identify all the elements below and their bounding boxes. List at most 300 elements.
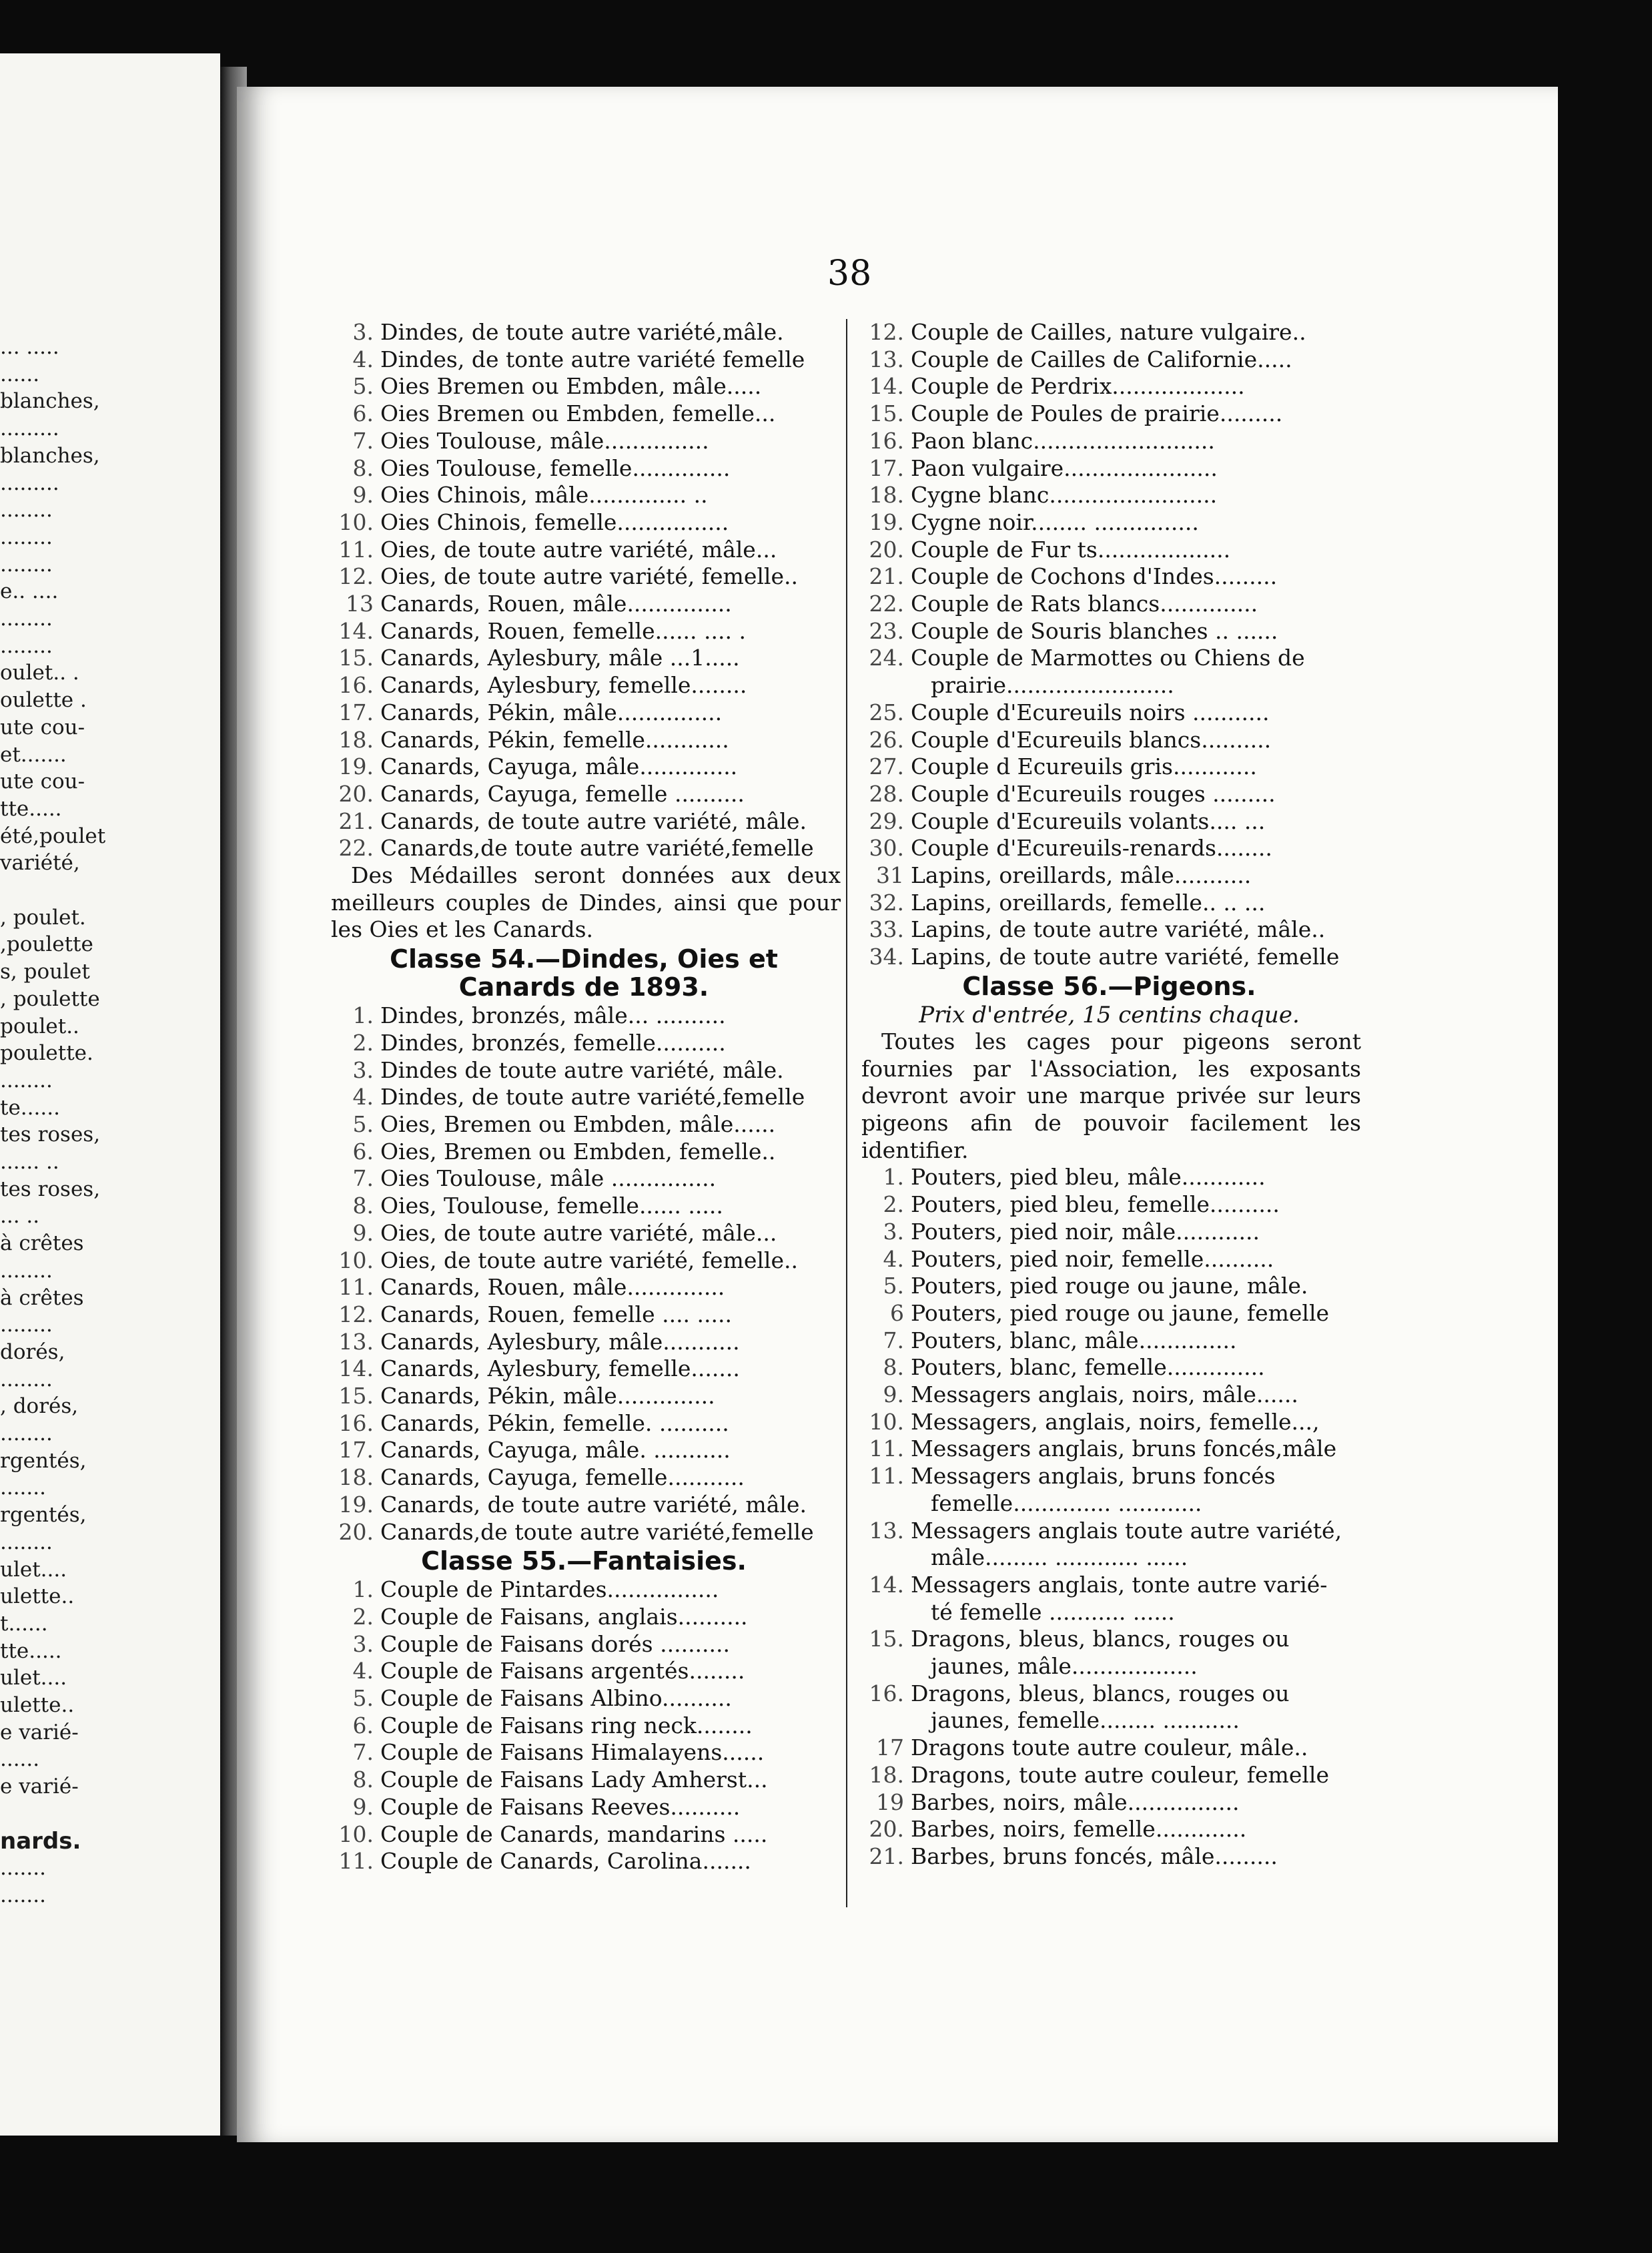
item-text: té femelle ........... ...... <box>931 1598 1175 1625</box>
item-text: jaunes, mâle.................. <box>931 1653 1198 1680</box>
list-item <box>327 1712 841 1740</box>
list-item <box>857 1409 1361 1436</box>
left-page-text-fragment: tte..... <box>0 1638 62 1663</box>
item-text: Couple d'Ecureuils-renards........ <box>911 835 1272 862</box>
item-text: Couple de Souris blanches .. ...... <box>911 617 1278 644</box>
list-item <box>857 400 1361 428</box>
list-item <box>857 1843 1361 1871</box>
list-item <box>327 1766 841 1794</box>
item-text: Couple de Pintardes................ <box>380 1576 719 1603</box>
classe-56-note: Toutes les cages pour pigeons seront fournies par l'Association, les exposants devront avoir une marque privée sur leurs pigeons afin de pouvoir facilement les identifier. <box>861 1028 1361 1163</box>
item-number: 15. <box>338 645 374 671</box>
item-number: 7. <box>883 1327 904 1353</box>
item-number: 2. <box>352 1603 374 1630</box>
list-item <box>327 1383 841 1410</box>
item-number: 23. <box>869 617 904 644</box>
item-text: Oies Toulouse, mâle............... <box>380 427 709 454</box>
item-number: 18. <box>869 482 904 509</box>
item-text: Pouters, blanc, mâle.............. <box>911 1327 1237 1353</box>
item-text: Couple de Marmottes ou Chiens de <box>911 645 1305 671</box>
item-text: Couple d'Ecureuils rouges ......... <box>911 780 1276 807</box>
item-text: Couple de Cailles de Californie..... <box>911 346 1292 372</box>
left-page-text-fragment: ... .. <box>0 1204 40 1229</box>
item-text: Pouters, pied noir, mâle............ <box>911 1218 1260 1245</box>
left-page-text-fragment: ........ <box>0 525 53 549</box>
item-number: 12. <box>338 563 374 590</box>
item-text: Canards, de toute autre variété, mâle. <box>380 808 807 834</box>
item-text: Couple de Faisans Albino.......... <box>380 1685 732 1712</box>
item-text: Couple de Faisans dorés .......... <box>380 1630 731 1657</box>
left-page-text-fragment: ...... <box>0 1747 40 1772</box>
item-number: 18. <box>338 1464 374 1491</box>
item-number: 20. <box>869 1816 904 1843</box>
list-item <box>327 319 841 346</box>
item-number: 28. <box>869 780 904 807</box>
item-text: Oies Chinois, mâle.............. .. <box>380 482 708 509</box>
item-text: Dindes, de toute autre variété,femelle <box>380 1084 805 1110</box>
list-item <box>327 727 841 754</box>
list-item <box>857 1653 1361 1680</box>
item-text: mâle......... ............ ...... <box>931 1544 1188 1571</box>
list-item <box>327 428 841 455</box>
list-item <box>857 319 1361 346</box>
item-text: Lapins, de toute autre variété, femelle <box>911 944 1340 970</box>
item-number <box>857 1544 911 1572</box>
list-item <box>327 1739 841 1766</box>
item-number: 21. <box>869 1843 904 1869</box>
item-number: 15. <box>338 1383 374 1409</box>
item-number <box>857 1599 911 1626</box>
list-item <box>857 862 1361 890</box>
list-item <box>857 672 1361 699</box>
left-page-text-fragment: ulet.... <box>0 1557 67 1582</box>
item-text: Pouters, pied bleu, mâle............ <box>911 1164 1266 1191</box>
item-number: 3. <box>352 319 374 345</box>
list-item <box>327 618 841 645</box>
item-text: jaunes, femelle........ ........... <box>931 1707 1240 1734</box>
left-page-text-fragment: ...... .. <box>0 1150 59 1174</box>
item-text: Oies, Toulouse, femelle...... ..... <box>380 1193 723 1219</box>
item-number: 14. <box>869 373 904 400</box>
left-page-text-fragment: ulette.. <box>0 1693 75 1717</box>
list-item <box>327 672 841 699</box>
list-item <box>857 1490 1361 1518</box>
classe-55-heading: Classe 55.—Fantaisies. <box>421 1546 747 1576</box>
item-text: Pouters, pied noir, femelle.......... <box>911 1245 1274 1272</box>
item-text: Couple de Fur ts................... <box>911 536 1231 563</box>
item-number: 20. <box>338 780 374 807</box>
list-item <box>857 944 1361 971</box>
item-text: Messagers anglais, tonte autre varié- <box>911 1571 1328 1598</box>
left-page-fragment <box>0 53 220 2136</box>
classe-56-entry-fee: Prix d'entrée, 15 centins chaque. <box>919 1001 1300 1028</box>
item-number: 5. <box>352 1110 374 1137</box>
item-text: Oies, de toute autre variété, mâle... <box>380 536 777 563</box>
column-divider <box>846 319 847 1907</box>
left-page-text-fragment: dorés, <box>0 1339 65 1364</box>
item-number: 15. <box>869 400 904 427</box>
item-text: Canards, Aylesbury, femelle........ <box>380 672 747 699</box>
item-number: 10. <box>338 1821 374 1847</box>
item-text: Canards, Cayuga, mâle. ........... <box>380 1437 731 1464</box>
item-number: 7. <box>352 427 374 454</box>
list-item <box>857 455 1361 482</box>
item-number: 14. <box>338 617 374 644</box>
item-text: Messagers anglais, bruns foncés <box>911 1463 1276 1490</box>
list-item <box>857 808 1361 836</box>
list-item <box>327 699 841 727</box>
left-page-text-fragment: s, poulet <box>0 960 90 984</box>
left-page-text-fragment: e.. .... <box>0 579 59 604</box>
item-text: Canards, Cayuga, femelle........... <box>380 1464 745 1491</box>
left-page-text-fragment: ....... <box>0 1856 46 1881</box>
list-item <box>327 1165 841 1193</box>
item-number: 9. <box>352 482 374 509</box>
item-number: 13. <box>338 1328 374 1355</box>
item-text: Pouters, pied bleu, femelle.......... <box>911 1191 1280 1218</box>
left-page-text-fragment: poulette. <box>0 1041 93 1066</box>
left-page-text-fragment: poulet.. <box>0 1014 79 1038</box>
classe-54-heading <box>327 945 841 1001</box>
item-text: Messagers anglais, bruns foncés,mâle <box>911 1435 1337 1462</box>
item-number: 6. <box>352 1138 374 1165</box>
item-number: 10. <box>338 509 374 535</box>
list-item <box>857 346 1361 374</box>
item-text: Cygne noir........ ............... <box>911 509 1199 535</box>
item-number: 16. <box>869 1680 904 1706</box>
item-text: Couple de Faisans argentés........ <box>380 1658 745 1684</box>
item-number: 9. <box>352 1793 374 1820</box>
list-item <box>857 1164 1361 1191</box>
item-number: 4. <box>352 1658 374 1684</box>
list-item <box>857 1734 1361 1762</box>
list-item <box>327 1848 841 1875</box>
list-item <box>857 1599 1361 1626</box>
list-item <box>857 1219 1361 1246</box>
item-number: 8. <box>352 454 374 481</box>
item-text: Couple de Faisans Himalayens...... <box>380 1739 765 1766</box>
list-item <box>327 1301 841 1329</box>
list-item <box>857 1762 1361 1789</box>
left-page-text-fragment: te...... <box>0 1095 60 1120</box>
left-page-text-fragment: ......... <box>0 416 59 441</box>
list-item <box>327 1821 841 1849</box>
item-text: Canards, Aylesbury, mâle........... <box>380 1328 740 1355</box>
list-item <box>327 1794 841 1821</box>
item-text: Couple de Cailles, nature vulgaire.. <box>911 319 1306 345</box>
item-text: Barbes, bruns foncés, mâle......... <box>911 1843 1278 1869</box>
item-number: 14. <box>869 1571 904 1598</box>
list-item <box>857 1518 1361 1545</box>
item-text: Couple de Faisans, anglais.......... <box>380 1603 748 1630</box>
left-page-text-fragment: , poulet. <box>0 905 86 930</box>
item-text: Canards,de toute autre variété,femelle <box>380 1518 814 1545</box>
left-page-text-fragment: ,poulette <box>0 932 93 957</box>
item-number: 17 <box>876 1734 904 1761</box>
item-number: 31 <box>876 862 904 889</box>
list-item <box>327 1329 841 1356</box>
left-page-text-fragment: ...... <box>0 362 40 386</box>
list-item <box>857 1191 1361 1219</box>
page-number: 38 <box>827 254 872 294</box>
list-item <box>857 781 1361 808</box>
item-number: 22. <box>338 835 374 862</box>
item-number: 11. <box>338 1848 374 1875</box>
list-item <box>857 727 1361 754</box>
item-number: 14. <box>338 1355 374 1382</box>
list-item <box>327 781 841 808</box>
list-item <box>857 1246 1361 1273</box>
item-text: Canards, Rouen, femelle .... ..... <box>380 1301 732 1327</box>
left-page-text-fragment: blanches, <box>0 443 100 468</box>
item-text: Dindes, de toute autre variété,mâle. <box>380 319 784 345</box>
left-page-text-fragment: ........ <box>0 1367 53 1391</box>
left-page-text-fragment: oulette . <box>0 688 87 713</box>
left-page-text-fragment: ute cou- <box>0 715 85 739</box>
item-text: Pouters, pied rouge ou jaune, mâle. <box>911 1273 1308 1299</box>
item-text: Oies, de toute autre variété, femelle.. <box>380 563 798 590</box>
list-item <box>327 1193 841 1220</box>
list-item <box>857 1544 1361 1572</box>
item-number: 4. <box>883 1245 904 1272</box>
item-text: Canards, Rouen, femelle...... .... . <box>380 617 746 644</box>
item-text: Canards, Aylesbury, femelle....... <box>380 1355 740 1382</box>
list-item <box>327 1084 841 1111</box>
item-text: Canards, Rouen, mâle.............. <box>380 1274 725 1301</box>
item-text: Couple de Canards, mandarins ..... <box>380 1821 768 1847</box>
item-number: 18. <box>338 726 374 753</box>
left-page-text-fragment: , dorés, <box>0 1394 79 1419</box>
item-text: Couple de Rats blancs.............. <box>911 591 1258 617</box>
left-page-text-fragment: nards. <box>0 1827 81 1855</box>
list-item <box>327 1247 841 1275</box>
item-number: 26. <box>869 726 904 753</box>
list-item <box>857 1354 1361 1381</box>
left-page-text-fragment: ........ <box>0 1313 53 1337</box>
list-item <box>327 1274 841 1301</box>
list-item <box>857 1707 1361 1734</box>
item-text: Lapins, de toute autre variété, mâle.. <box>911 916 1326 943</box>
item-number: 6. <box>352 400 374 427</box>
left-page-text-fragment: à crêtes <box>0 1231 84 1256</box>
item-number: 34. <box>869 944 904 970</box>
list-item <box>857 1300 1361 1327</box>
item-text: Canards, Cayuga, mâle.............. <box>380 753 738 780</box>
list-item <box>327 1220 841 1247</box>
item-text: Messagers, anglais, noirs, femelle..., <box>911 1408 1320 1435</box>
list-item <box>327 1604 841 1631</box>
list-item <box>857 482 1361 509</box>
item-number: 5. <box>883 1273 904 1299</box>
item-text: Dragons, toute autre couleur, femelle <box>911 1761 1329 1788</box>
list-item <box>857 645 1361 672</box>
item-text: Oies, de toute autre variété, mâle... <box>380 1219 777 1246</box>
item-text: Pouters, pied rouge ou jaune, femelle <box>911 1299 1330 1326</box>
left-page-text-fragment: blanches, <box>0 389 100 414</box>
item-number: 9. <box>352 1219 374 1246</box>
left-column <box>327 319 841 1875</box>
item-text: Dragons, bleus, blancs, rouges ou <box>911 1626 1290 1652</box>
item-number: 17. <box>338 699 374 725</box>
item-text: Oies, Bremen ou Embden, femelle.. <box>380 1138 776 1165</box>
list-item <box>327 537 841 564</box>
left-page-text-fragment: ulette.. <box>0 1584 75 1609</box>
item-text: Couple de Faisans ring neck........ <box>380 1712 753 1738</box>
item-number: 6 <box>890 1299 904 1326</box>
list-item <box>857 916 1361 944</box>
right-column <box>857 319 1361 1871</box>
list-item <box>327 808 841 836</box>
list-item <box>327 1355 841 1383</box>
item-text: Couple de Poules de prairie......... <box>911 400 1283 427</box>
list-item <box>857 1327 1361 1355</box>
item-number: 8. <box>352 1766 374 1793</box>
list-item <box>857 1273 1361 1300</box>
list-item <box>857 428 1361 455</box>
list-item <box>327 373 841 400</box>
list-item <box>327 1002 841 1030</box>
item-text: Canards, Pékin, mâle.............. <box>380 1383 715 1409</box>
item-number: 25. <box>869 699 904 725</box>
item-number: 22. <box>869 591 904 617</box>
left-page-text-fragment: ......... <box>0 470 59 495</box>
left-page-text-fragment: ........ <box>0 552 53 577</box>
item-number: 12. <box>338 1301 374 1327</box>
left-page-text-fragment: rgentés, <box>0 1503 87 1528</box>
list-item <box>857 509 1361 537</box>
item-text: Couple d'Ecureuils blancs.......... <box>911 726 1272 753</box>
left-page-text-fragment: rgentés, <box>0 1448 87 1473</box>
item-number: 5. <box>352 1685 374 1712</box>
list-item <box>857 1381 1361 1409</box>
item-text: Canards, Pékin, mâle............... <box>380 699 723 725</box>
list-item <box>327 455 841 482</box>
item-number: 33. <box>869 916 904 943</box>
list-item <box>327 400 841 428</box>
item-number: 11. <box>869 1463 904 1490</box>
item-text: Canards, de toute autre variété, mâle. <box>380 1491 807 1518</box>
item-number: 13. <box>869 1517 904 1544</box>
left-page-text-fragment: ........ <box>0 1258 53 1283</box>
item-number: 15. <box>869 1626 904 1652</box>
left-page-text-fragment: ....... <box>0 1476 46 1500</box>
item-text: Oies Chinois, femelle................ <box>380 509 729 535</box>
item-number <box>857 1707 911 1734</box>
item-number: 3. <box>352 1630 374 1657</box>
item-number: 12. <box>869 319 904 345</box>
left-page-text-fragment: oulet.. . <box>0 661 79 685</box>
item-text: Canards, Rouen, mâle............... <box>380 591 732 617</box>
left-page-text-fragment: ........ <box>0 1068 53 1092</box>
item-text: Dindes, de tonte autre variété femelle <box>380 346 805 372</box>
list-item <box>327 1658 841 1685</box>
list-item <box>857 890 1361 917</box>
item-text: Oies Bremen ou Embden, femelle... <box>380 400 776 427</box>
item-number: 21. <box>869 563 904 590</box>
list-item <box>857 591 1361 618</box>
left-page-text-fragment: ........ <box>0 633 53 658</box>
left-page-text-fragment: e varié- <box>0 1775 79 1799</box>
item-number: 16. <box>869 427 904 454</box>
list-item <box>327 509 841 537</box>
item-number: 7. <box>352 1165 374 1192</box>
list-item <box>857 1572 1361 1599</box>
item-text: Couple de Faisans Reeves.......... <box>380 1793 741 1820</box>
item-text: Couple de Cochons d'Indes......... <box>911 563 1278 590</box>
list-item <box>857 1816 1361 1843</box>
item-number: 2. <box>883 1191 904 1218</box>
item-number: 16. <box>338 672 374 699</box>
item-text: Canards,de toute autre variété,femelle <box>380 835 814 862</box>
item-text: Couple d'Ecureuils volants.... ... <box>911 808 1266 834</box>
classe-54-list <box>327 1002 841 1546</box>
item-number: 1. <box>352 1576 374 1603</box>
list-item <box>857 373 1361 400</box>
list-item <box>327 1492 841 1519</box>
item-text: Barbes, noirs, mâle................ <box>911 1789 1240 1815</box>
item-text: Couple de Faisans Lady Amherst... <box>380 1766 768 1793</box>
item-number: 11. <box>869 1435 904 1462</box>
list-item <box>857 753 1361 781</box>
classe-56-list <box>857 1164 1361 1870</box>
item-number: 20. <box>869 536 904 563</box>
item-text: Dragons toute autre couleur, mâle.. <box>911 1734 1308 1761</box>
item-text: Cygne blanc........................ <box>911 482 1218 509</box>
left-page-text-fragment: et....... <box>0 742 67 767</box>
list-item <box>327 1519 841 1546</box>
item-number: 27. <box>869 753 904 780</box>
list-item <box>857 563 1361 591</box>
item-number: 32. <box>869 889 904 916</box>
item-text: Canards, Cayuga, femelle .......... <box>380 780 745 807</box>
list-item <box>327 563 841 591</box>
item-number: 19. <box>869 509 904 535</box>
item-number: 10. <box>869 1408 904 1435</box>
item-text: Lapins, oreillards, mâle........... <box>911 862 1252 889</box>
left-page-text-fragment: à crêtes <box>0 1285 84 1310</box>
item-number: 19. <box>338 753 374 780</box>
list-continued-left <box>327 319 841 862</box>
item-text: Dragons, bleus, blancs, rouges ou <box>911 1680 1290 1706</box>
item-text: Couple d'Ecureuils noirs ........... <box>911 699 1270 725</box>
classe-54-heading-line2: Canards de 1893. <box>458 972 709 1002</box>
list-item <box>327 753 841 781</box>
list-item <box>857 1435 1361 1463</box>
left-page-text-fragment: ute cou- <box>0 769 85 794</box>
item-number: 10. <box>338 1247 374 1273</box>
item-text: Canards, Pékin, femelle. .......... <box>380 1409 729 1436</box>
item-text: Canards, Aylesbury, mâle ...1..... <box>380 645 740 671</box>
left-page-text-fragment: ........ <box>0 1530 53 1554</box>
list-item <box>327 1576 841 1604</box>
item-number: 1. <box>883 1164 904 1191</box>
item-number: 7. <box>352 1739 374 1766</box>
item-number: 24. <box>869 645 904 671</box>
left-page-text-fragment: ... ..... <box>0 335 59 359</box>
item-text: Messagers anglais, noirs, mâle...... <box>911 1381 1298 1408</box>
item-text: Paon vulgaire...................... <box>911 454 1218 481</box>
list-item <box>327 1410 841 1437</box>
item-text: Oies Toulouse, mâle ............... <box>380 1165 717 1192</box>
item-number <box>857 1490 911 1518</box>
list-item <box>327 1631 841 1658</box>
classe-54-heading-line1: Classe 54.—Dindes, Oies et <box>390 944 778 974</box>
item-text: Dindes, bronzés, femelle.......... <box>380 1029 726 1056</box>
list-item <box>327 346 841 374</box>
item-text: Messagers anglais toute autre variété, <box>911 1517 1342 1544</box>
left-page-text-fragment: , poulette <box>0 986 100 1011</box>
list-item <box>327 1437 841 1464</box>
